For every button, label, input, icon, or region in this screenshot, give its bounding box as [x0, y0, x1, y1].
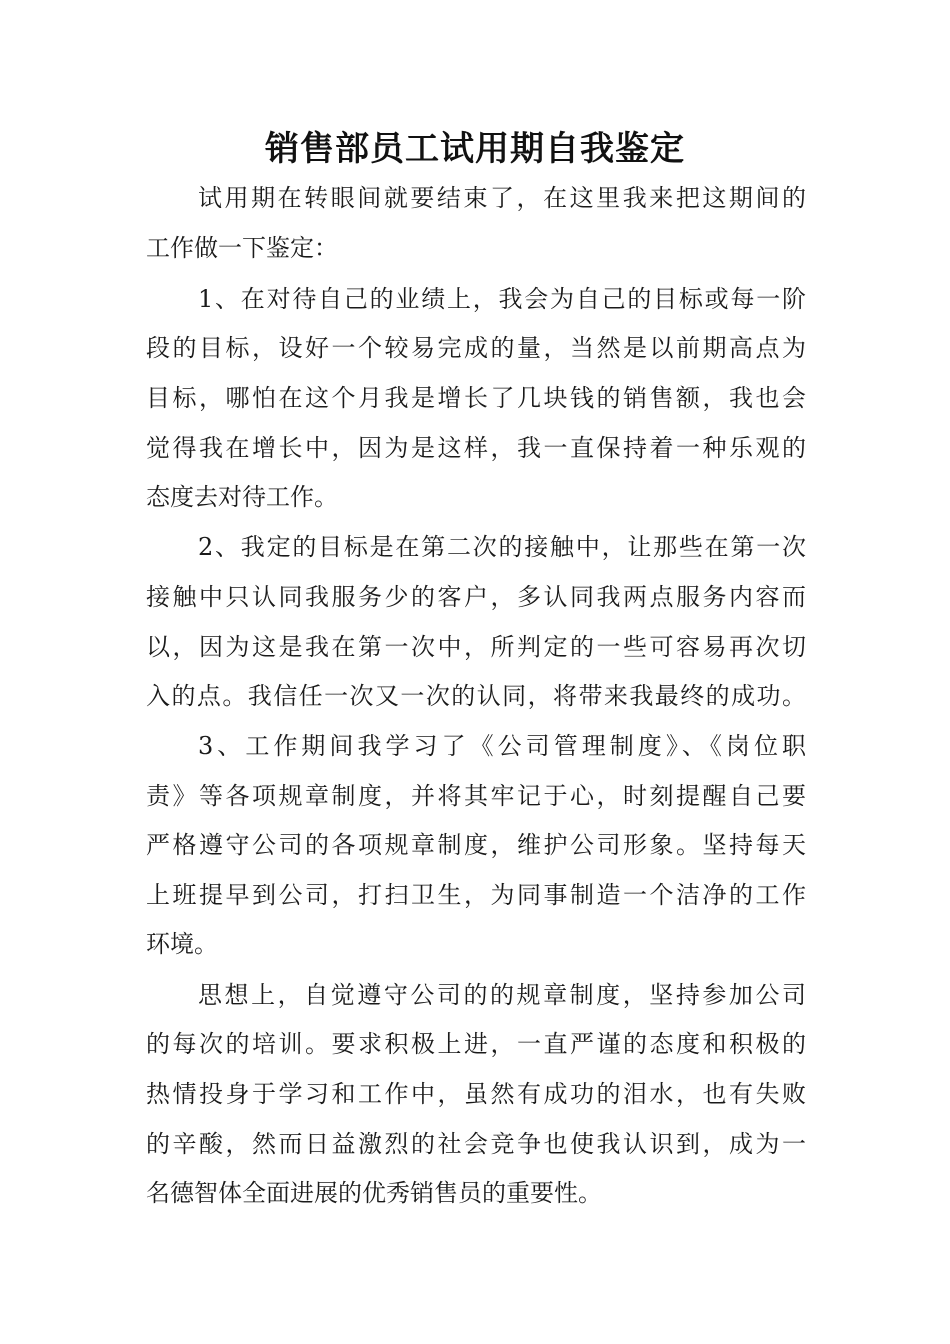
paragraph-line: 的辛酸，然而日益激烈的社会竞争也使我认识到，成为一 — [146, 1130, 806, 1158]
paragraph-line: 思想上，自觉遵守公司的的规章制度，坚持参加公司 — [198, 981, 806, 1009]
paragraph-line: 2、我定的目标是在第二次的接触中，让那些在第一次 — [198, 533, 806, 561]
paragraph-line: 接触中只认同我服务少的客户，多认同我两点服务内容而 — [146, 583, 806, 611]
paragraph-line: 上班提早到公司，打扫卫生，为同事制造一个洁净的工作 — [146, 881, 806, 909]
paragraph-line: 热情投身于学习和工作中，虽然有成功的泪水，也有失败 — [146, 1080, 806, 1108]
paragraph-line: 态度去对待工作。 — [146, 483, 338, 511]
paragraph-line: 以，因为这是我在第一次中，所判定的一些可容易再次切 — [146, 633, 806, 661]
paragraph-line: 严格遵守公司的各项规章制度，维护公司形象。坚持每天 — [146, 831, 806, 859]
paragraph-line: 试用期在转眼间就要结束了，在这里我来把这期间的 — [198, 184, 806, 212]
paragraph-line: 入的点。我信任一次又一次的认同，将带来我最终的成功。 — [146, 682, 806, 710]
paragraph-line: 目标，哪怕在这个月我是增长了几块钱的销售额，我也会 — [146, 384, 806, 412]
paragraph-line: 的每次的培训。要求积极上进，一直严谨的态度和积极的 — [146, 1030, 806, 1058]
paragraph-line: 名德智体全面进展的优秀销售员的重要性。 — [146, 1179, 602, 1207]
document-title: 销售部员工试用期自我鉴定 — [265, 129, 685, 169]
paragraph-line: 1、在对待自己的业绩上，我会为自己的目标或每一阶 — [198, 285, 806, 313]
paragraph-line: 觉得我在增长中，因为是这样，我一直保持着一种乐观的 — [146, 434, 806, 462]
paragraph-line: 工作做一下鉴定： — [146, 234, 338, 262]
paragraph-line: 3、工作期间我学习了《公司管理制度》、《岗位职 — [198, 732, 806, 760]
paragraph-line: 段的目标，设好一个较易完成的量，当然是以前期高点为 — [146, 334, 806, 362]
paragraph-line: 环境。 — [146, 930, 218, 958]
paragraph-line: 责》等各项规章制度，并将其牢记于心，时刻提醒自己要 — [146, 782, 806, 810]
